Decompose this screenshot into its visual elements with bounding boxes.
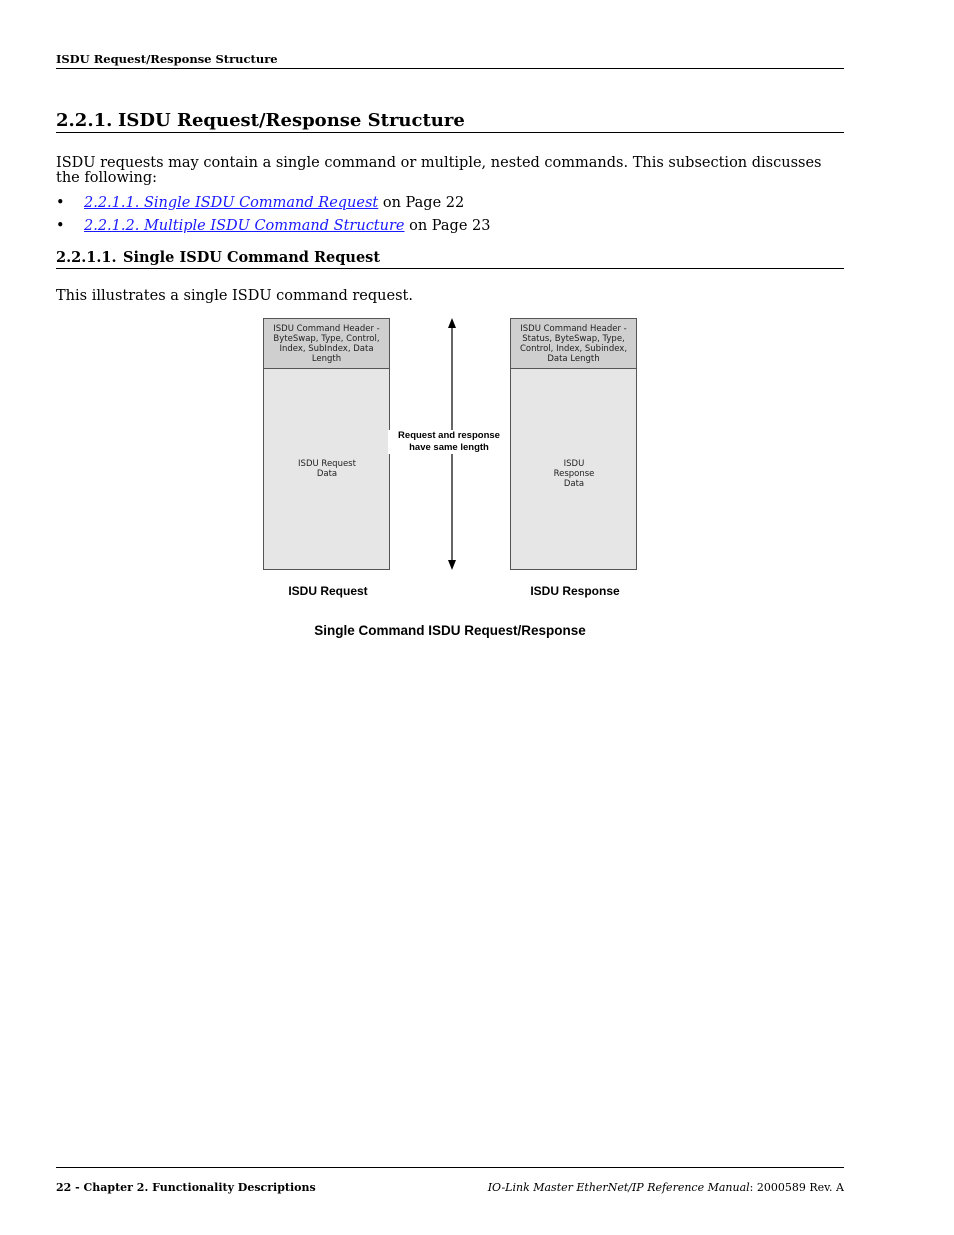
response-label: ISDU Response <box>530 584 620 598</box>
section-title: ISDU Request/Response Structure <box>118 110 465 131</box>
footer-manual-title: IO-Link Master EtherNet/IP Reference Manual <box>487 1181 750 1194</box>
footer-page-chapter: 22 - Chapter 2. Functionality Descriptions <box>56 1181 316 1194</box>
arrow-label: Request and response have same length <box>388 430 510 454</box>
figure-caption: Single Command ISDU Request/Response <box>314 623 586 638</box>
bullet-icon: • <box>56 218 65 234</box>
response-body: ISDU Response Data <box>553 459 595 489</box>
link-single-isdu-command-request[interactable]: 2.2.1.1. Single ISDU Command Request <box>84 195 379 211</box>
link-multiple-isdu-command-structure[interactable]: 2.2.1.2. Multiple ISDU Command Structure <box>84 218 405 234</box>
footer-doc-number: : 2000589 Rev. A <box>749 1181 844 1194</box>
page-ref: on Page 23 <box>404 218 491 234</box>
subsection-title: Single ISDU Command Request <box>123 249 381 266</box>
bullet-icon: • <box>56 195 65 211</box>
request-box <box>263 318 390 570</box>
request-body: ISDU Request Data <box>298 459 356 479</box>
section-heading <box>56 110 844 133</box>
section-number: 2.2.1. <box>56 110 113 131</box>
running-header: ISDU Request/Response Structure <box>56 52 844 69</box>
list-item <box>56 217 844 240</box>
list-item <box>56 194 844 217</box>
bullet-list <box>56 194 844 240</box>
subsection-lead: This illustrates a single ISDU command request. <box>56 288 413 304</box>
footer-manual <box>488 1181 844 1194</box>
request-header: ISDU Command Header - ByteSwap, Type, Control, Index, SubIndex, Data Length <box>264 319 389 369</box>
footer-divider <box>56 1167 844 1168</box>
subsection-heading <box>56 249 844 269</box>
response-header: ISDU Command Header - Status, ByteSwap, Type, Control, Index, Subindex, Data Length <box>511 319 636 369</box>
request-label: ISDU Request <box>288 584 368 598</box>
section-intro: ISDU requests may contain a single command or multiple, nested commands. This subsection discusses the following: <box>56 155 822 186</box>
subsection-number: 2.2.1.1. <box>56 249 117 266</box>
response-box <box>510 318 637 570</box>
page-ref: on Page 22 <box>378 195 465 211</box>
